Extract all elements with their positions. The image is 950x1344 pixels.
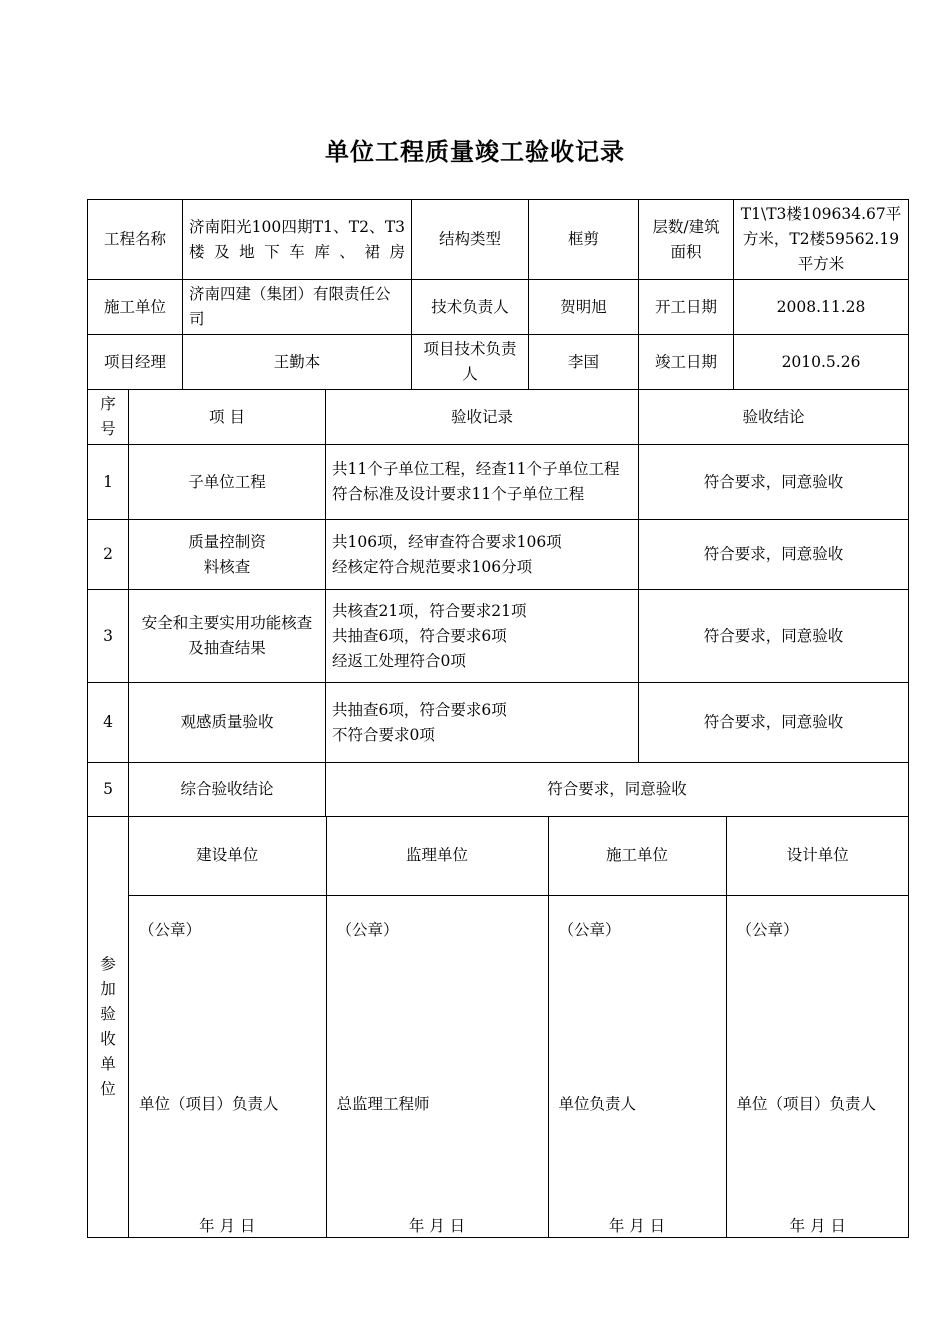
unit-name-contractor: 施工单位 bbox=[548, 817, 726, 895]
unit-sign-owner bbox=[129, 895, 326, 1237]
col-item-header: 项 目 bbox=[129, 390, 326, 445]
record-line: 共11个子单位工程，经查11个子单位工程符合标准及设计要求11个子单位工程 bbox=[332, 460, 620, 503]
project-tech-lead-value: 李国 bbox=[529, 335, 639, 390]
participants-label: 参加验收单位 bbox=[88, 817, 129, 1238]
pm-label: 项目经理 bbox=[88, 335, 183, 390]
table-row bbox=[88, 683, 909, 763]
signer-label: 单位负责人 bbox=[558, 1094, 637, 1113]
page-title: 单位工程质量竣工验收记录 bbox=[325, 137, 625, 166]
row-seq: 4 bbox=[88, 683, 129, 763]
unit-sign-designer bbox=[726, 895, 909, 1237]
date-label: 年 月 日 bbox=[199, 1216, 256, 1235]
record-line: 共核查21项，符合要求21项 bbox=[332, 601, 527, 620]
structure-label: 结构类型 bbox=[412, 200, 529, 280]
unit-sign-contractor bbox=[548, 895, 726, 1237]
seal-label: （公章） bbox=[336, 920, 399, 939]
floors-value: T1\T3楼109634.67平方米，T2楼59562.19平方米 bbox=[734, 200, 909, 280]
row-item: 质量控制资料核查 bbox=[129, 520, 326, 590]
row-conclusion: 符合要求，同意验收 bbox=[639, 683, 909, 763]
row-item: 子单位工程 bbox=[129, 445, 326, 520]
overall-conclusion: 符合要求，同意验收 bbox=[326, 763, 909, 817]
contractor-value: 济南四建（集团）有限责任公司 bbox=[183, 280, 412, 335]
start-date-value: 2008.11.28 bbox=[734, 280, 909, 335]
pm-value: 王勤本 bbox=[183, 335, 412, 390]
unit-name-owner: 建设单位 bbox=[196, 846, 259, 865]
row-item: 观感质量验收 bbox=[129, 683, 326, 763]
floors-label: 层数/建筑面积 bbox=[639, 200, 734, 280]
date-label: 年 月 日 bbox=[408, 1216, 466, 1235]
participants-block bbox=[129, 817, 909, 1238]
row-conclusion: 符合要求，同意验收 bbox=[639, 445, 909, 520]
signer-label: 总监理工程师 bbox=[336, 1094, 430, 1113]
completion-date-value: 2010.5.26 bbox=[734, 335, 909, 390]
row-seq: 1 bbox=[88, 445, 129, 520]
date-label: 年 月 日 bbox=[608, 1216, 666, 1235]
project-name-value: 济南阳光100四期T1、T2、T3楼及地下车库、裙房 bbox=[183, 200, 412, 280]
seal-label: （公章） bbox=[558, 920, 621, 939]
row-seq: 3 bbox=[88, 590, 129, 683]
signer-label: 单位（项目）负责人 bbox=[139, 1094, 279, 1113]
table-row bbox=[88, 763, 909, 817]
date-label: 年 月 日 bbox=[789, 1216, 846, 1235]
row-record bbox=[326, 520, 639, 590]
record-line: 经核定符合规范要求106分项 bbox=[332, 557, 533, 576]
table-row bbox=[88, 445, 909, 520]
seal-label: （公章） bbox=[736, 920, 799, 939]
project-tech-lead-label: 项目技术负责人 bbox=[412, 335, 529, 390]
row-conclusion: 符合要求，同意验收 bbox=[639, 520, 909, 590]
table-row bbox=[88, 520, 909, 590]
seal-label: （公章） bbox=[139, 920, 202, 939]
row-item: 安全和主要实用功能核查及抽查结果 bbox=[129, 590, 326, 683]
row-item: 综合验收结论 bbox=[129, 763, 326, 817]
col-record-header: 验收记录 bbox=[326, 390, 639, 445]
structure-value: 框剪 bbox=[529, 200, 639, 280]
row-record bbox=[326, 683, 639, 763]
signer-label: 单位（项目）负责人 bbox=[736, 1094, 877, 1113]
row-seq: 5 bbox=[88, 763, 129, 817]
unit-sign-supervisor bbox=[326, 895, 548, 1237]
tech-lead-label: 技术负责人 bbox=[412, 280, 529, 335]
table-row bbox=[88, 590, 909, 683]
col-conclusion-header: 验收结论 bbox=[639, 390, 909, 445]
acceptance-record-table bbox=[87, 199, 909, 1238]
unit-name-supervisor: 监理单位 bbox=[326, 817, 548, 895]
completion-date-label: 竣工日期 bbox=[639, 335, 734, 390]
start-date-label: 开工日期 bbox=[639, 280, 734, 335]
col-seq-header: 序号 bbox=[88, 390, 129, 445]
row-seq: 2 bbox=[88, 520, 129, 590]
row-record bbox=[326, 590, 639, 683]
row-record bbox=[326, 445, 639, 520]
contractor-label: 施工单位 bbox=[88, 280, 183, 335]
record-line: 共106项，经审查符合要求106项 bbox=[332, 532, 562, 551]
row-conclusion: 符合要求，同意验收 bbox=[639, 590, 909, 683]
record-line: 共抽查6项，符合要求6项 bbox=[332, 626, 507, 645]
unit-name-designer: 设计单位 bbox=[726, 817, 909, 895]
record-line: 不符合要求0项 bbox=[332, 725, 435, 744]
record-line: 经返工处理符合0项 bbox=[332, 651, 466, 670]
tech-lead-value: 贺明旭 bbox=[529, 280, 639, 335]
record-line: 共抽查6项，符合要求6项 bbox=[332, 700, 507, 719]
project-name-label: 工程名称 bbox=[88, 200, 183, 280]
